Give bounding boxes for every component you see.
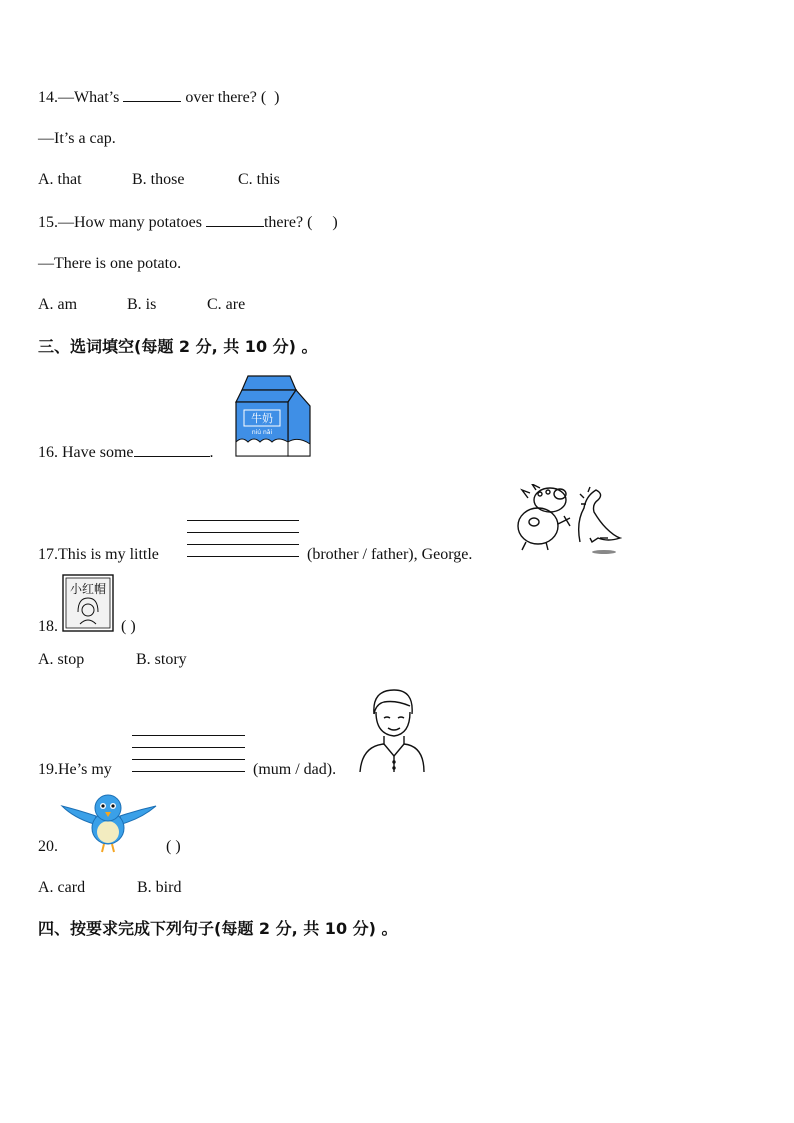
question-15-options: [38, 295, 245, 315]
option-a[interactable]: A. card: [38, 879, 86, 896]
question-16: 16. Have some .: [38, 444, 214, 461]
answer-blank[interactable]: [123, 87, 181, 102]
option-b[interactable]: B. those: [132, 171, 185, 188]
option-b[interactable]: B. bird: [137, 879, 182, 896]
option-c[interactable]: C. are: [207, 296, 246, 313]
writing-lines[interactable]: [132, 735, 245, 783]
question-17-choices: (brother / father), George.: [307, 546, 473, 563]
option-a[interactable]: A. that: [38, 171, 82, 188]
question-19-choices: (mum / dad).: [253, 761, 337, 778]
question-15-response: —There is one potato.: [38, 255, 182, 272]
question-14-options: [38, 170, 280, 190]
carton-pinyin: niú nǎi: [251, 429, 273, 436]
question-number: 16.: [38, 444, 58, 461]
question-18-options: [38, 650, 187, 670]
writing-lines[interactable]: [187, 520, 299, 568]
question-19: 19.He’s my: [38, 761, 112, 778]
answer-bracket[interactable]: ( ): [166, 838, 181, 855]
question-20: [38, 837, 58, 857]
question-number: 17.: [38, 546, 58, 563]
question-17: 17.This is my little: [38, 546, 159, 563]
option-c[interactable]: C. this: [238, 171, 280, 188]
answer-blank[interactable]: [134, 442, 210, 457]
option-a[interactable]: A. stop: [38, 651, 85, 668]
question-number: 15.: [38, 214, 58, 231]
carton-label: 牛奶: [251, 412, 273, 425]
option-b[interactable]: B. is: [127, 296, 157, 313]
father-portrait-icon: [358, 688, 426, 774]
blue-bird-icon: [60, 790, 158, 854]
question-20-options: [38, 878, 181, 898]
milk-carton-icon: [234, 372, 314, 460]
question-number: 19.: [38, 761, 58, 778]
question-number: 18.: [38, 618, 58, 635]
question-15: 15.—How many potatoes there? ( ): [38, 214, 338, 231]
section-3-title: 三、选词填空(每题 2 分, 共 10 分) 。: [38, 337, 318, 356]
storybook-icon: [62, 574, 114, 632]
question-number: 20.: [38, 838, 58, 855]
option-b[interactable]: B. story: [136, 651, 187, 668]
question-14-response: —It’s a cap.: [38, 130, 116, 147]
option-a[interactable]: A. am: [38, 296, 78, 313]
question-number: 14.: [38, 89, 58, 106]
answer-blank[interactable]: [206, 212, 264, 227]
book-title: 小红帽: [69, 582, 107, 596]
answer-bracket[interactable]: ( ): [121, 618, 136, 635]
question-14: 14.—What’s over there? ( ): [38, 89, 280, 106]
pig-with-dinosaur-icon: [510, 484, 622, 556]
question-18: [38, 617, 58, 637]
section-4-title: 四、按要求完成下列句子(每题 2 分, 共 10 分) 。: [38, 919, 398, 938]
